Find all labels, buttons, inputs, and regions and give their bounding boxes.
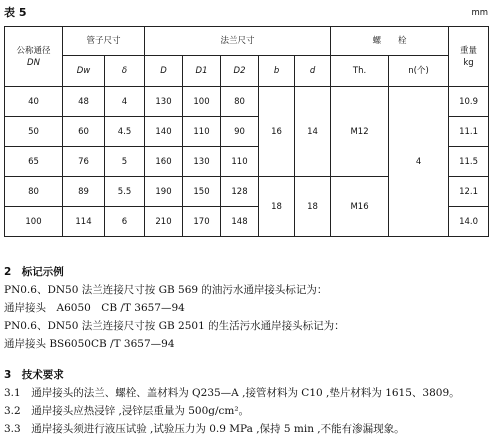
header-row-1 [5,27,489,56]
table-title: 表 5 [4,6,27,19]
cell-weight: 12.1 [449,177,489,207]
cell-b-merged: 16 [259,87,295,177]
cell-d2: 128 [221,177,259,207]
cell-th-merged: M16 [331,177,389,237]
cell-d: 190 [145,177,183,207]
section-2-line-2: 通岸接头 A6050 CB /T 3657—94 [4,302,185,314]
header-nominal-bore-cn: 公称通径 [16,45,51,56]
cell-d: 130 [145,87,183,117]
header-bolt: 螺 栓 [331,27,449,56]
header-delta: δ [105,56,145,87]
cell-d2: 110 [221,147,259,177]
cell-d2: 148 [221,207,259,237]
cell-b-merged: 18 [259,177,295,237]
section-2-line-4: 通岸接头 BS6050CB /T 3657—94 [4,338,175,350]
cell-dw: 76 [63,147,105,177]
cell-d-small-merged: 14 [295,87,331,177]
cell-d1: 110 [183,117,221,147]
cell-d1: 150 [183,177,221,207]
section-2-line-3: PN0.6、DN50 法兰连接尺寸按 GB 2501 的生活污水通岸接头标记为： [4,320,345,332]
header-d-small: d [295,56,331,87]
cell-delta: 4.5 [105,117,145,147]
cell-d2: 80 [221,87,259,117]
header-weight [449,27,489,87]
cell-dw: 89 [63,177,105,207]
header-nominal-bore [5,27,63,87]
header-d1: D1 [183,56,221,87]
cell-d1: 170 [183,207,221,237]
cell-th-merged: M12 [331,87,389,177]
header-pipe-size: 管子尺寸 [63,27,145,56]
cell-weight: 14.0 [449,207,489,237]
cell-d: 160 [145,147,183,177]
cell-delta: 5 [105,147,145,177]
cell-d2: 90 [221,117,259,147]
cell-d: 210 [145,207,183,237]
cell-dn: 80 [5,177,63,207]
section-3-item-1: 3.1 通岸接头的法兰、螺栓、盖材料为 Q235—A ,接管材料为 C10 ,垫片材料为 1615、3809。 [4,387,460,399]
header-weight-unit: kg [463,57,474,68]
dimensions-table [4,26,489,237]
cell-dn: 100 [5,207,63,237]
cell-dn: 50 [5,117,63,147]
cell-weight: 11.5 [449,147,489,177]
cell-dw: 48 [63,87,105,117]
section-2-heading: 2 标记示例 [4,266,64,278]
table-row [5,87,489,117]
header-dn: DN [27,57,40,68]
header-row-2 [5,56,489,87]
cell-d1: 130 [183,147,221,177]
cell-n-merged: 4 [389,87,449,237]
cell-dn: 65 [5,147,63,177]
cell-delta: 4 [105,87,145,117]
header-dw: Dw [63,56,105,87]
header-d2: D2 [221,56,259,87]
cell-d1: 100 [183,87,221,117]
cell-delta: 5.5 [105,177,145,207]
cell-d: 140 [145,117,183,147]
section-3-item-3: 3.3 通岸接头须进行液压试验 ,试验压力为 0.9 MPa ,保持 5 min ,不能有渗漏现象。 [4,423,405,435]
cell-dw: 60 [63,117,105,147]
header-n: n(个) [389,56,449,87]
header-flange-size: 法兰尺寸 [145,27,331,56]
header-th: Th. [331,56,389,87]
header-b: b [259,56,295,87]
section-3-heading: 3 技术要求 [4,369,64,381]
section-2-line-1: PN0.6、DN50 法兰连接尺寸按 GB 569 的油污水通岸接头标记为： [4,284,328,296]
unit-label: mm [471,8,488,18]
header-weight-label: 重量 [460,45,478,56]
section-3-item-2: 3.2 通岸接头应热浸锌 ,浸锌层重量为 500g/cm²。 [4,405,250,417]
header-d-big: D [145,56,183,87]
cell-delta: 6 [105,207,145,237]
cell-dn: 40 [5,87,63,117]
cell-d-small-merged: 18 [295,177,331,237]
cell-weight: 11.1 [449,117,489,147]
cell-weight: 10.9 [449,87,489,117]
cell-dw: 114 [63,207,105,237]
